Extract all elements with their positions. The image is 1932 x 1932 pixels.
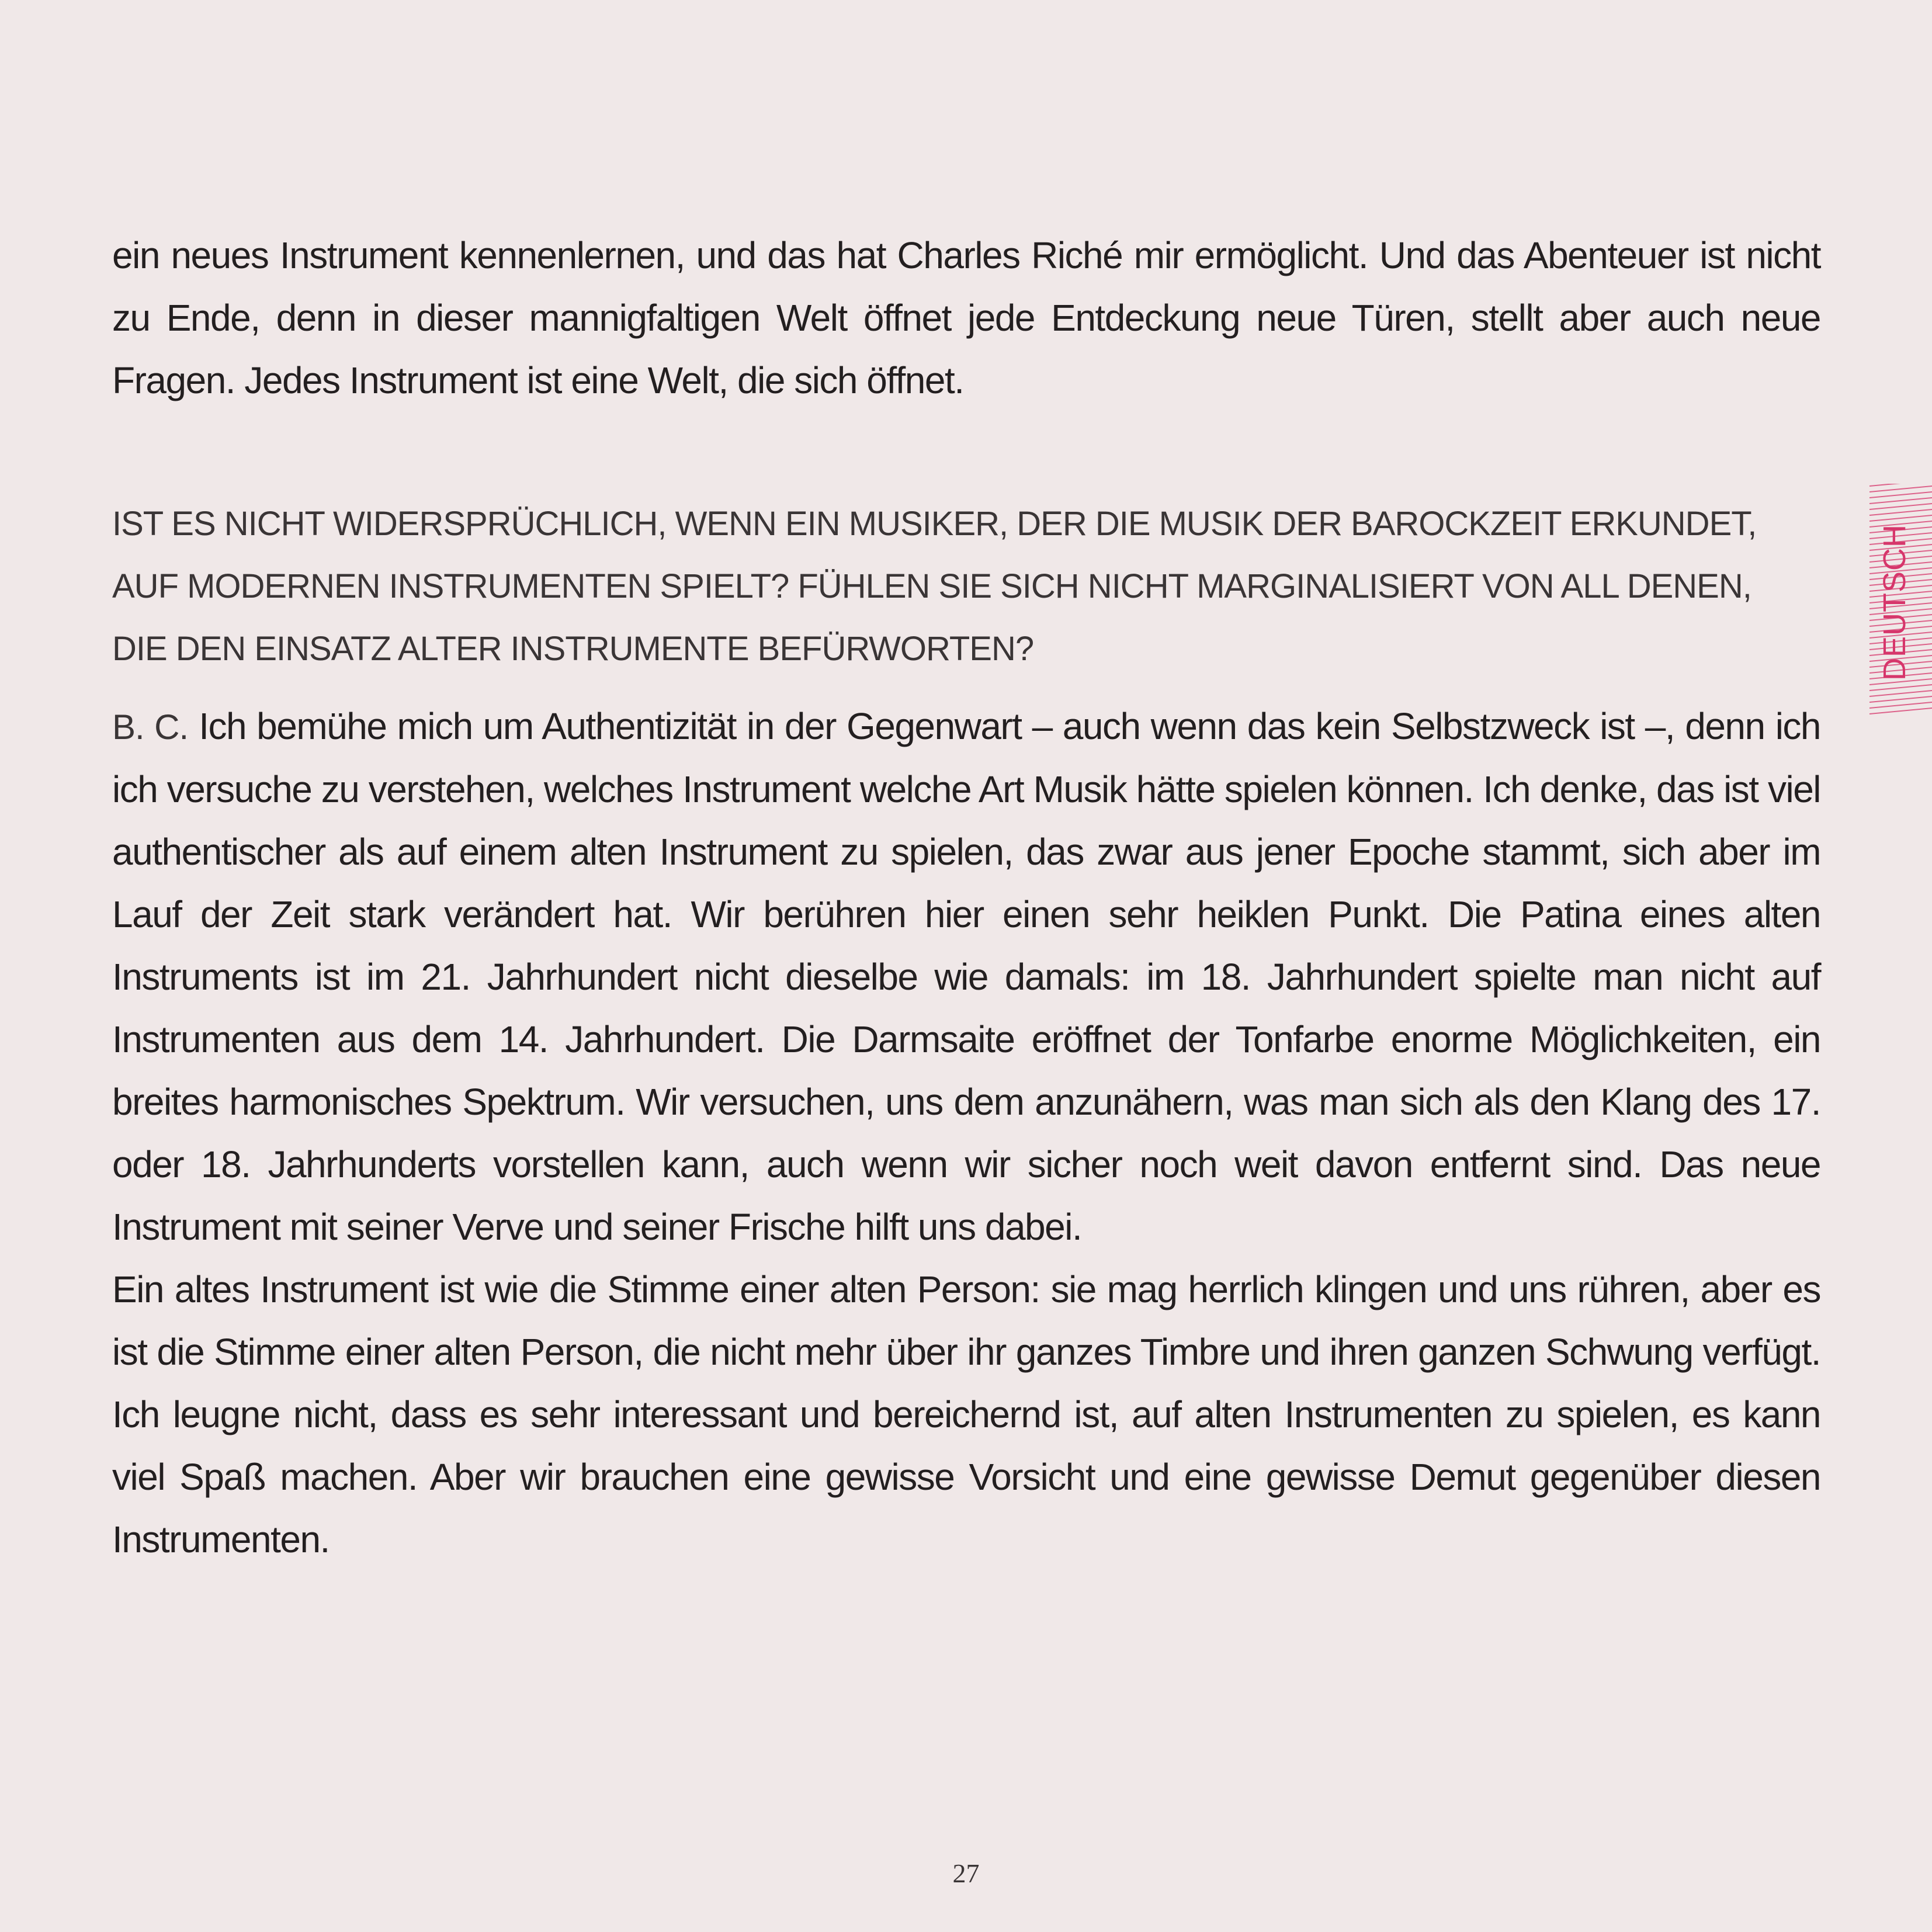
page-number: 27 <box>952 1858 980 1888</box>
answer-paragraph-2: Ein altes Instrument ist wie die Stimme einer alten Person: sie mag herrlich klingen und uns rühren, aber es ist die Stimme einer alten Person, die nicht mehr über ihr ganzes Timbre und ihren ganzen Schwung verfügt. Ich leugne nicht, dass es sehr interessant und bereichernd ist, auf alten Instrumenten zu spielen, es kann viel Spaß machen. Aber wir brauchen eine gewisse Vorsicht und eine gewisse Demut gegenüber diesen Instrumenten. <box>112 1268 1820 1560</box>
question-line: IST ES NICHT WIDERSPRÜCHLICH, WENN EIN MUSIKER, DER DIE MUSIK DER BAROCKZEIT ERKUNDET, <box>112 505 1757 543</box>
answer-paragraph-1-text: Ich bemühe mich um Authentizität in der Gegenwart – auch wenn das kein Selbstzweck ist –, denn ich ich versuche zu verstehen, welches Instrument welche Art Musik hätte spielen können. Ich denke, das ist viel authentischer als auf einem alten Instrument zu spielen, das zwar aus jener Epoche stammt, sich aber im Lauf der Zeit stark verändert hat. Wir berühren hier einen sehr heiklen Punkt. Die Patina eines alten Instruments ist im 21. Jahrhundert nicht dieselbe wie damals: im 18. Jahrhundert spielte man nicht auf Instrumenten aus dem 14. Jahrhundert. Die Darmsaite eröffnet der Tonfarbe enorme Möglichkeiten, ein breites harmonisches Spektrum. Wir versuchen, uns dem anzunähern, was man sich als den Klang des 17. oder 18. Jahrhunderts vorstellen kann, auch wenn wir sicher noch weit davon entfernt sind. Das neue Instrument mit seiner Verve und seiner Frische hilft uns dabei. <box>112 705 1821 1248</box>
language-label: DEUTSCH <box>1877 523 1912 681</box>
answer-paragraph-1 <box>112 695 1820 1258</box>
question-line: DIE DEN EINSATZ ALTER INSTRUMENTE BEFÜRWORTEN? <box>112 630 1034 668</box>
intro-paragraph <box>112 224 1820 412</box>
intro-text: ein neues Instrument kennenlernen, und das hat Charles Riché mir ermöglicht. Und das Abenteuer ist nicht zu Ende, denn in dieser mannigfaltigen Welt öffnet jede Entdeckung neue Türen, stellt aber auch neue Fragen. Jedes Instrument ist eine Welt, die sich öffnet. <box>112 234 1820 401</box>
speaker-initials: B. C. <box>112 707 189 747</box>
interview-answer <box>112 695 1820 1571</box>
interview-question <box>112 492 1820 680</box>
question-line: AUF MODERNEN INSTRUMENTEN SPIELT? FÜHLEN SIE SICH NICHT MARGINALISIERT VON ALL DENEN, <box>112 567 1751 605</box>
